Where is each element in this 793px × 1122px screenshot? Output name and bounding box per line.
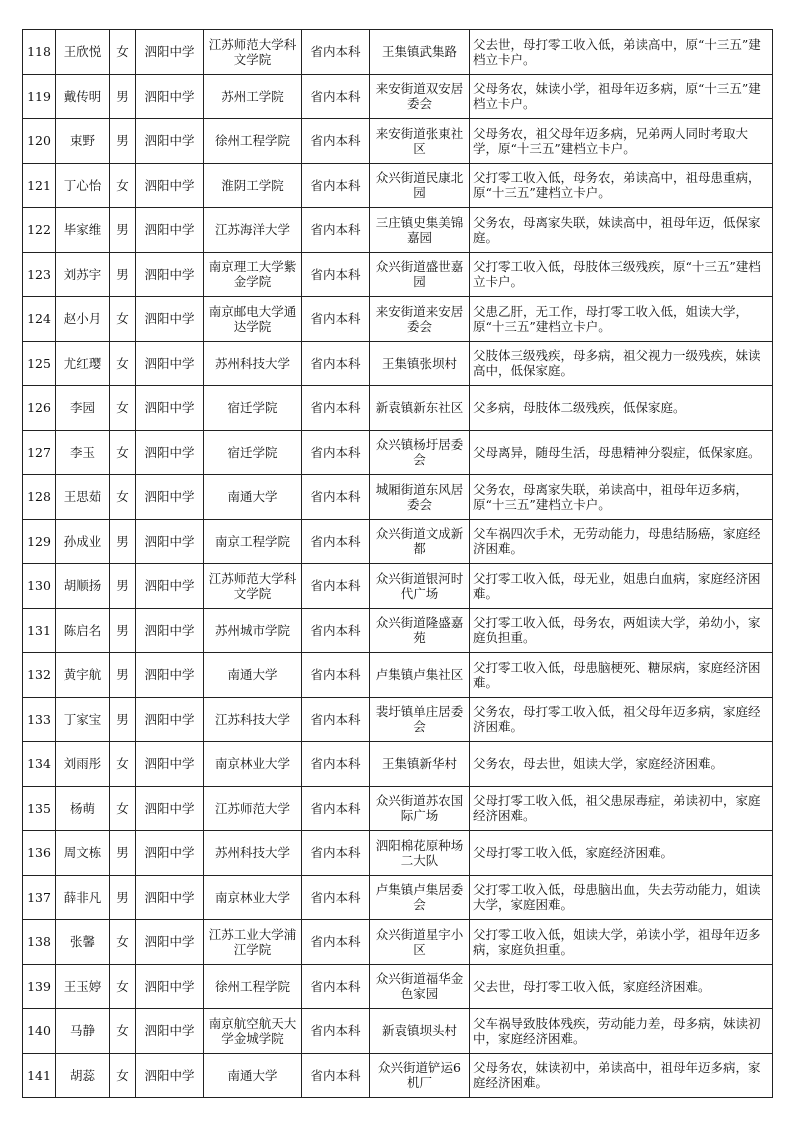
hardship-reason-cell: 父打零工收入低，母患脑梗死、糖尿病，家庭经济困难。 (470, 653, 773, 698)
gender-cell: 男 (110, 119, 136, 164)
hardship-reason-cell: 父母打零工收入低，祖父患尿毒症，弟读初中，家庭经济困难。 (470, 786, 773, 831)
gender-cell: 男 (110, 208, 136, 253)
row-number-cell: 128 (23, 475, 56, 520)
home-address-cell: 来安街道来安居委会 (370, 297, 470, 342)
university-cell: 南京航空航天大学金城学院 (204, 1009, 302, 1054)
high-school-cell: 泗阳中学 (136, 564, 204, 609)
university-cell: 徐州工程学院 (204, 964, 302, 1009)
student-name-cell: 胡顺扬 (56, 564, 110, 609)
high-school-cell: 泗阳中学 (136, 430, 204, 475)
hardship-reason-cell: 父多病，母肢体二级残疾，低保家庭。 (470, 386, 773, 431)
home-address-cell: 众兴街道苏农国际广场 (370, 786, 470, 831)
high-school-cell: 泗阳中学 (136, 519, 204, 564)
table-row (23, 875, 773, 920)
university-cell: 苏州科技大学 (204, 831, 302, 876)
home-address-cell: 众兴街道盛世嘉园 (370, 252, 470, 297)
hardship-reason-cell: 父打零工收入低，母患脑出血，失去劳动能力，姐读大学，家庭困难。 (470, 875, 773, 920)
home-address-cell: 卢集镇卢集居委会 (370, 875, 470, 920)
table-row (23, 697, 773, 742)
table-row (23, 341, 773, 386)
home-address-cell: 众兴街道福华金色家园 (370, 964, 470, 1009)
university-cell: 宿迁学院 (204, 430, 302, 475)
table-row (23, 786, 773, 831)
hardship-reason-cell: 父去世，母打零工收入低，家庭经济困难。 (470, 964, 773, 1009)
table-row (23, 653, 773, 698)
university-cell: 江苏工业大学浦江学院 (204, 920, 302, 965)
row-number-cell: 119 (23, 74, 56, 119)
university-cell: 徐州工程学院 (204, 119, 302, 164)
student-name-cell: 薛非凡 (56, 875, 110, 920)
student-name-cell: 丁心怡 (56, 163, 110, 208)
hardship-reason-cell: 父务农，母去世，姐读大学，家庭经济困难。 (470, 742, 773, 787)
student-name-cell: 戴传明 (56, 74, 110, 119)
row-number-cell: 123 (23, 252, 56, 297)
admission-level-cell: 省内本科 (302, 742, 370, 787)
high-school-cell: 泗阳中学 (136, 875, 204, 920)
student-name-cell: 陈启名 (56, 608, 110, 653)
gender-cell: 女 (110, 964, 136, 1009)
high-school-cell: 泗阳中学 (136, 30, 204, 75)
gender-cell: 男 (110, 564, 136, 609)
admission-level-cell: 省内本科 (302, 475, 370, 520)
admission-level-cell: 省内本科 (302, 920, 370, 965)
university-cell: 南京理工大学紫金学院 (204, 252, 302, 297)
high-school-cell: 泗阳中学 (136, 653, 204, 698)
admission-level-cell: 省内本科 (302, 564, 370, 609)
university-cell: 江苏师范大学 (204, 786, 302, 831)
table-row (23, 475, 773, 520)
home-address-cell: 众兴镇杨圩居委会 (370, 430, 470, 475)
university-cell: 南京邮电大学通达学院 (204, 297, 302, 342)
admission-level-cell: 省内本科 (302, 875, 370, 920)
table-row (23, 30, 773, 75)
table-row (23, 297, 773, 342)
gender-cell: 女 (110, 341, 136, 386)
row-number-cell: 140 (23, 1009, 56, 1054)
admission-level-cell: 省内本科 (302, 831, 370, 876)
home-address-cell: 城厢街道东风居委会 (370, 475, 470, 520)
gender-cell: 女 (110, 30, 136, 75)
student-name-cell: 孙成业 (56, 519, 110, 564)
admission-level-cell: 省内本科 (302, 252, 370, 297)
row-number-cell: 118 (23, 30, 56, 75)
table-row (23, 208, 773, 253)
home-address-cell: 众兴街道民康北园 (370, 163, 470, 208)
row-number-cell: 131 (23, 608, 56, 653)
hardship-reason-cell: 父去世，母打零工收入低，弟读高中，原“十三五”建档立卡户。 (470, 30, 773, 75)
student-name-cell: 丁家宝 (56, 697, 110, 742)
student-name-cell: 张馨 (56, 920, 110, 965)
high-school-cell: 泗阳中学 (136, 119, 204, 164)
row-number-cell: 137 (23, 875, 56, 920)
table-row (23, 920, 773, 965)
student-name-cell: 胡蕊 (56, 1053, 110, 1098)
university-cell: 南通大学 (204, 475, 302, 520)
university-cell: 南通大学 (204, 653, 302, 698)
home-address-cell: 王集镇张坝村 (370, 341, 470, 386)
student-name-cell: 李园 (56, 386, 110, 431)
gender-cell: 女 (110, 920, 136, 965)
high-school-cell: 泗阳中学 (136, 697, 204, 742)
hardship-reason-cell: 父打零工收入低，母无业，姐患白血病，家庭经济困难。 (470, 564, 773, 609)
row-number-cell: 122 (23, 208, 56, 253)
row-number-cell: 127 (23, 430, 56, 475)
table-row (23, 386, 773, 431)
home-address-cell: 来安街道双安居委会 (370, 74, 470, 119)
home-address-cell: 众兴街道银河时代广场 (370, 564, 470, 609)
admission-level-cell: 省内本科 (302, 386, 370, 431)
hardship-reason-cell: 父打零工收入低，母务农，两姐读大学，弟幼小，家庭负担重。 (470, 608, 773, 653)
university-cell: 江苏科技大学 (204, 697, 302, 742)
table-row (23, 608, 773, 653)
student-name-cell: 刘雨彤 (56, 742, 110, 787)
table-row (23, 430, 773, 475)
table-row (23, 163, 773, 208)
row-number-cell: 130 (23, 564, 56, 609)
home-address-cell: 泗阳棉花原种场二大队 (370, 831, 470, 876)
row-number-cell: 135 (23, 786, 56, 831)
student-name-cell: 李玉 (56, 430, 110, 475)
gender-cell: 男 (110, 608, 136, 653)
home-address-cell: 王集镇新华村 (370, 742, 470, 787)
admission-level-cell: 省内本科 (302, 697, 370, 742)
university-cell: 南京林业大学 (204, 875, 302, 920)
home-address-cell: 王集镇武集路 (370, 30, 470, 75)
table-row (23, 564, 773, 609)
admission-level-cell: 省内本科 (302, 653, 370, 698)
student-aid-table (22, 29, 773, 1098)
hardship-reason-cell: 父母打零工收入低，家庭经济困难。 (470, 831, 773, 876)
row-number-cell: 124 (23, 297, 56, 342)
row-number-cell: 120 (23, 119, 56, 164)
gender-cell: 男 (110, 252, 136, 297)
university-cell: 苏州科技大学 (204, 341, 302, 386)
hardship-reason-cell: 父母务农，妹读初中，弟读高中，祖母年迈多病，家庭经济困难。 (470, 1053, 773, 1098)
admission-level-cell: 省内本科 (302, 786, 370, 831)
admission-level-cell: 省内本科 (302, 964, 370, 1009)
row-number-cell: 132 (23, 653, 56, 698)
student-name-cell: 刘苏宇 (56, 252, 110, 297)
university-cell: 苏州工学院 (204, 74, 302, 119)
gender-cell: 男 (110, 653, 136, 698)
admission-level-cell: 省内本科 (302, 341, 370, 386)
admission-level-cell: 省内本科 (302, 519, 370, 564)
high-school-cell: 泗阳中学 (136, 1053, 204, 1098)
gender-cell: 男 (110, 519, 136, 564)
table-row (23, 1009, 773, 1054)
admission-level-cell: 省内本科 (302, 208, 370, 253)
student-name-cell: 束野 (56, 119, 110, 164)
high-school-cell: 泗阳中学 (136, 920, 204, 965)
admission-level-cell: 省内本科 (302, 608, 370, 653)
table-row (23, 252, 773, 297)
high-school-cell: 泗阳中学 (136, 163, 204, 208)
hardship-reason-cell: 父务农，母打零工收入低，祖父母年迈多病，家庭经济困难。 (470, 697, 773, 742)
gender-cell: 女 (110, 163, 136, 208)
university-cell: 南通大学 (204, 1053, 302, 1098)
admission-level-cell: 省内本科 (302, 1053, 370, 1098)
row-number-cell: 139 (23, 964, 56, 1009)
high-school-cell: 泗阳中学 (136, 964, 204, 1009)
admission-level-cell: 省内本科 (302, 163, 370, 208)
student-name-cell: 王欣悦 (56, 30, 110, 75)
high-school-cell: 泗阳中学 (136, 252, 204, 297)
student-name-cell: 黄宇航 (56, 653, 110, 698)
student-name-cell: 王玉婷 (56, 964, 110, 1009)
home-address-cell: 新袁镇坝头村 (370, 1009, 470, 1054)
high-school-cell: 泗阳中学 (136, 297, 204, 342)
row-number-cell: 126 (23, 386, 56, 431)
gender-cell: 男 (110, 831, 136, 876)
student-name-cell: 毕家维 (56, 208, 110, 253)
table-row (23, 74, 773, 119)
gender-cell: 男 (110, 74, 136, 119)
high-school-cell: 泗阳中学 (136, 831, 204, 876)
table-row (23, 119, 773, 164)
home-address-cell: 众兴街道铲运6 机厂 (370, 1053, 470, 1098)
hardship-reason-cell: 父务农，母离家失联，弟读高中，祖母年迈多病，原“十三五”建档立卡户。 (470, 475, 773, 520)
university-cell: 江苏师范大学科文学院 (204, 564, 302, 609)
gender-cell: 女 (110, 430, 136, 475)
student-name-cell: 杨萌 (56, 786, 110, 831)
row-number-cell: 129 (23, 519, 56, 564)
student-name-cell: 尤红璎 (56, 341, 110, 386)
student-name-cell: 马静 (56, 1009, 110, 1054)
gender-cell: 男 (110, 697, 136, 742)
gender-cell: 女 (110, 742, 136, 787)
high-school-cell: 泗阳中学 (136, 208, 204, 253)
admission-level-cell: 省内本科 (302, 1009, 370, 1054)
university-cell: 宿迁学院 (204, 386, 302, 431)
home-address-cell: 卢集镇卢集社区 (370, 653, 470, 698)
table-row (23, 742, 773, 787)
home-address-cell: 裴圩镇单庄居委会 (370, 697, 470, 742)
admission-level-cell: 省内本科 (302, 119, 370, 164)
table-row (23, 831, 773, 876)
university-cell: 江苏海洋大学 (204, 208, 302, 253)
university-cell: 淮阴工学院 (204, 163, 302, 208)
home-address-cell: 众兴街道隆盛嘉苑 (370, 608, 470, 653)
hardship-reason-cell: 父车祸导致肢体残疾，劳动能力差，母多病，妹读初中，家庭经济困难。 (470, 1009, 773, 1054)
hardship-reason-cell: 父母离异，随母生活，母患精神分裂症，低保家庭。 (470, 430, 773, 475)
gender-cell: 男 (110, 875, 136, 920)
university-cell: 南京林业大学 (204, 742, 302, 787)
gender-cell: 女 (110, 475, 136, 520)
table-body (23, 30, 773, 1098)
hardship-reason-cell: 父患乙肝，无工作，母打零工收入低，姐读大学，原“十三五”建档立卡户。 (470, 297, 773, 342)
row-number-cell: 141 (23, 1053, 56, 1098)
home-address-cell: 新袁镇新东社区 (370, 386, 470, 431)
high-school-cell: 泗阳中学 (136, 74, 204, 119)
gender-cell: 女 (110, 1009, 136, 1054)
gender-cell: 女 (110, 297, 136, 342)
high-school-cell: 泗阳中学 (136, 475, 204, 520)
student-name-cell: 赵小月 (56, 297, 110, 342)
university-cell: 苏州城市学院 (204, 608, 302, 653)
row-number-cell: 136 (23, 831, 56, 876)
high-school-cell: 泗阳中学 (136, 742, 204, 787)
hardship-reason-cell: 父务农，母离家失联，妹读高中，祖母年迈，低保家庭。 (470, 208, 773, 253)
university-cell: 南京工程学院 (204, 519, 302, 564)
row-number-cell: 121 (23, 163, 56, 208)
hardship-reason-cell: 父打零工收入低，母肢体三级残疾，原“十三五”建档立卡户。 (470, 252, 773, 297)
hardship-reason-cell: 父车祸四次手术，无劳动能力，母患结肠癌，家庭经济困难。 (470, 519, 773, 564)
table-row (23, 1053, 773, 1098)
home-address-cell: 众兴街道文成新都 (370, 519, 470, 564)
table-row (23, 964, 773, 1009)
row-number-cell: 134 (23, 742, 56, 787)
university-cell: 江苏师范大学科文学院 (204, 30, 302, 75)
high-school-cell: 泗阳中学 (136, 1009, 204, 1054)
home-address-cell: 众兴街道星宇小区 (370, 920, 470, 965)
admission-level-cell: 省内本科 (302, 430, 370, 475)
student-name-cell: 王思茹 (56, 475, 110, 520)
admission-level-cell: 省内本科 (302, 30, 370, 75)
admission-level-cell: 省内本科 (302, 74, 370, 119)
row-number-cell: 138 (23, 920, 56, 965)
hardship-reason-cell: 父母务农，妹读小学，祖母年迈多病，原“十三五”建档立卡户。 (470, 74, 773, 119)
high-school-cell: 泗阳中学 (136, 786, 204, 831)
admission-level-cell: 省内本科 (302, 297, 370, 342)
table-row (23, 519, 773, 564)
gender-cell: 女 (110, 386, 136, 431)
hardship-reason-cell: 父打零工收入低，姐读大学，弟读小学，祖母年迈多病，家庭负担重。 (470, 920, 773, 965)
row-number-cell: 125 (23, 341, 56, 386)
hardship-reason-cell: 父母务农，祖父母年迈多病，兄弟两人同时考取大学，原“十三五”建档立卡户。 (470, 119, 773, 164)
high-school-cell: 泗阳中学 (136, 608, 204, 653)
row-number-cell: 133 (23, 697, 56, 742)
home-address-cell: 来安街道张東社区 (370, 119, 470, 164)
hardship-reason-cell: 父肢体三级残疾，母多病，祖父视力一级残疾，妹读高中，低保家庭。 (470, 341, 773, 386)
high-school-cell: 泗阳中学 (136, 386, 204, 431)
student-name-cell: 周文栋 (56, 831, 110, 876)
high-school-cell: 泗阳中学 (136, 341, 204, 386)
hardship-reason-cell: 父打零工收入低，母务农，弟读高中，祖母患重病，原“十三五”建档立卡户。 (470, 163, 773, 208)
gender-cell: 女 (110, 1053, 136, 1098)
home-address-cell: 三庄镇史集美锦嘉园 (370, 208, 470, 253)
gender-cell: 女 (110, 786, 136, 831)
